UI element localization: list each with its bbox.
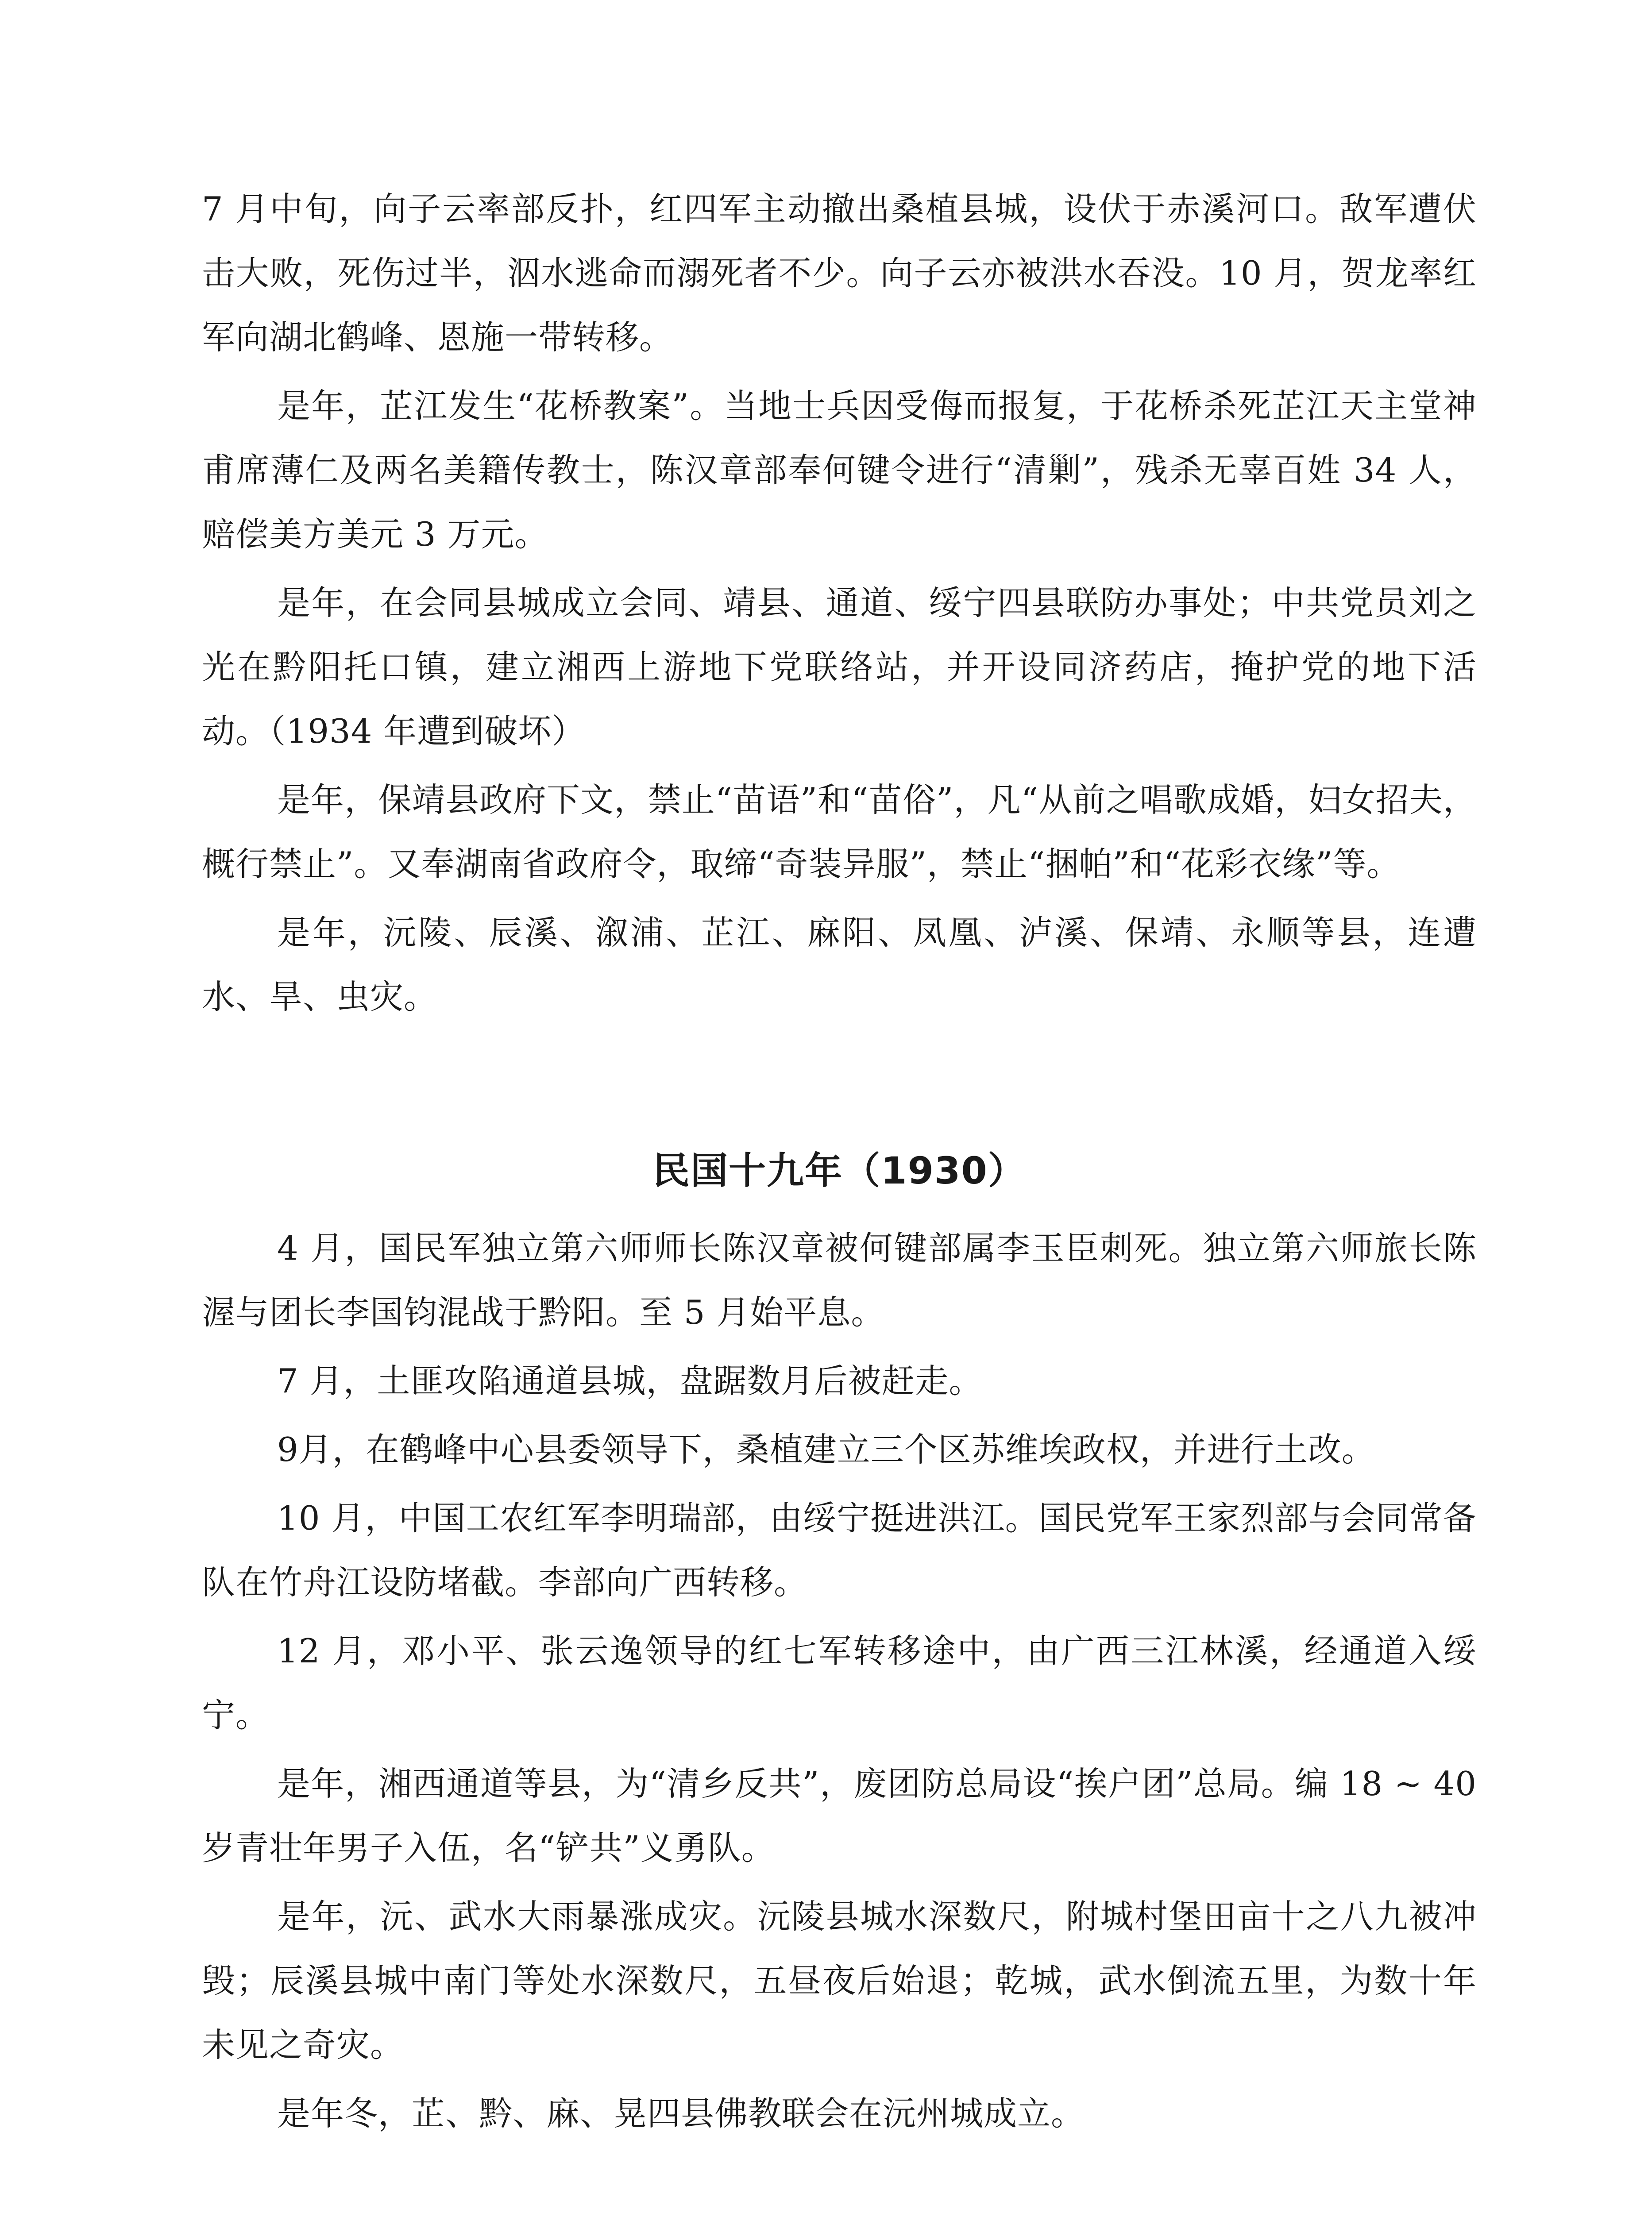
paragraph: 7 月，土匪攻陷通道县城，盘踞数月后被赶走。: [277, 1361, 983, 1400]
paragraph: 是年，沅陵、辰溪、溆浦、芷江、麻阳、凤凰、泸溪、保靖、永顺等县，连遭水、旱、虫灾。: [202, 913, 1477, 1016]
paragraph: 4 月，国民军独立第六师师长陈汉章被何键部属李玉臣刺死。独立第六师旅长陈渥与团长李国钧混战于黔阳。至 5 月始平息。: [202, 1229, 1477, 1332]
section-title: 民国十九年（1930）: [652, 1149, 1026, 1192]
paragraph: 12 月，邓小平、张云逸领导的红七军转移途中，由广西三江林溪，经通道入绥宁。: [202, 1631, 1477, 1735]
paragraph: 9月，在鹤峰中心县委领导下，桑植建立三个区苏维埃政权，并进行土改。: [277, 1430, 1375, 1469]
section-1930: [202, 1216, 1477, 2150]
paragraph: 是年，湘西通道等县，为“清乡反共”，废团防总局设“挨户团”总局。编 18 ~ 40 岁青壮年男子入伍，名“铲共”义勇队。: [202, 1764, 1477, 1867]
paragraph: 10 月，中国工农红军李明瑞部，由绥宁挺进洪江。国民党军王家烈部与会同常备队在竹舟江设防堵截。李部向广西转移。: [202, 1499, 1477, 1602]
paragraph: 是年，在会同县城成立会同、靖县、通道、绥宁四县联防办事处；中共党员刘之光在黔阳托口镇，建立湘西上游地下党联络站，并开设同济药店，掩护党的地下活动。（1934 年遭到破坏）: [202, 583, 1477, 751]
paragraph: 7 月中旬，向子云率部反扑，红四军主动撤出桑植县城，设伏于赤溪河口。敌军遭伏击大败，死伤过半，泅水逃命而溺死者不少。向子云亦被洪水吞没。10 月，贺龙率红军向湖北鹤峰、恩施一带转移。: [202, 189, 1477, 357]
paragraph: 是年，芷江发生“花桥教案”。当地士兵因受侮而报复，于花桥杀死芷江天主堂神甫席薄仁及两名美籍传教士，陈汉章部奉何键令进行“清剿”，残杀无辜百姓 34 人，赔偿美方美元 3 万元。: [202, 386, 1477, 554]
page-body: [202, 177, 1477, 2133]
paragraph: 是年，沅、武水大雨暴涨成灾。沅陵县城水深数尺，附城村堡田亩十之八九被冲毁；辰溪县城中南门等处水深数尺，五昼夜后始退；乾城，武水倒流五里，为数十年未见之奇灾。: [202, 1897, 1477, 2064]
section-1929-continued: [202, 177, 1477, 1029]
paragraph: 是年冬，芷、黔、麻、晃四县佛教联会在沅州城成立。: [277, 2094, 1085, 2133]
paragraph: 是年，保靖县政府下文，禁止“苗语”和“苗俗”，凡“从前之唱歌成婚，妇女招夫，概行禁止”。又奉湖南省政府令，取缔“奇装异服”，禁止“捆帕”和“花彩衣缘”等。: [202, 780, 1477, 883]
